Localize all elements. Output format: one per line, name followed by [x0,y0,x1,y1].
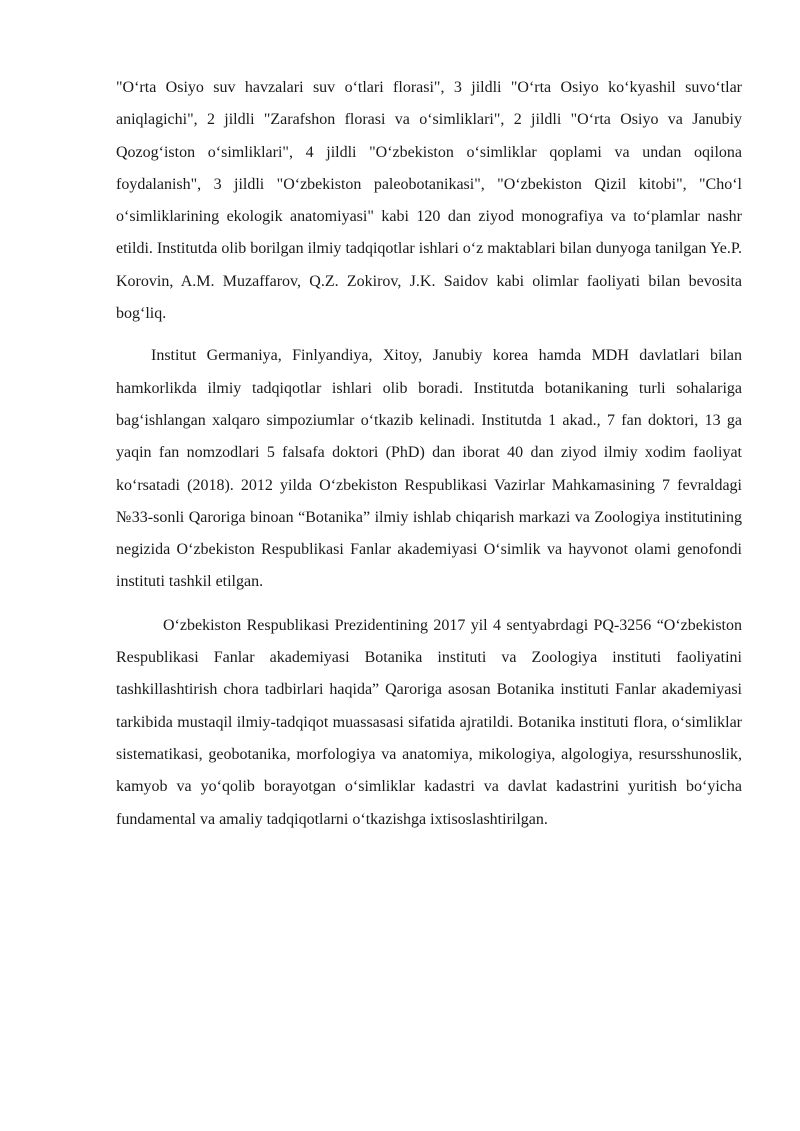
paragraph-2: Institut Germaniya, Finlyandiya, Xitoy, Janubiy korea hamda MDH davlatlari bilan hamkorlikda ilmiy tadqiqotlar ishlari olib boradi. Institutda botanikaning turli sohalariga bag‘ishlangan xalqaro simpoziumlar o‘tkazib kelinadi. Institutda 1 akad., 7 fan doktori, 13 ga yaqin fan nomzodlari 5 falsafa doktori (PhD) dan iborat 40 dan ziyod ilmiy xodim faoliyat ko‘rsatadi (2018). 2012 yilda O‘zbekiston Respublikasi Vazirlar Mahkamasining 7 fevraldagi №33-sonli Qaroriga binoan “Botanika” ilmiy ishlab chiqarish markazi va Zoologiya institutining negizida O‘zbekiston Respublikasi Fanlar akademiyasi O‘simlik va hayvonot olami genofondi instituti tashkil etilgan. [116,347,742,591]
paragraph-1: "O‘rta Osiyo suv havzalari suv o‘tlari florasi", 3 jildli "O‘rta Osiyo ko‘kyashil suvo‘tlar aniqlagichi", 2 jildli "Zarafshon florasi va o‘simliklari", 2 jildli "O‘rta Osiyo va Janubiy Qozog‘iston o‘simliklari", 4 jildli "O‘zbekiston o‘simliklar qoplami va undan oqilona foydalanish", 3 jildli "O‘zbekiston paleobotanikasi", "O‘zbekiston Qizil kitobi", "Cho‘l o‘simliklarining ekologik anatomiyasi" kabi 120 dan ziyod monografiya va to‘plamlar nashr etildi. Institutda olib borilgan ilmiy tadqiqotlar ishlari o‘z maktablari bilan dunyoga tanilgan Ye.P. Korovin, A.M. Muzaffarov, Q.Z. Zokirov, J.K. Saidov kabi olimlar faoliyati bilan bevosita bog‘liq. [116,79,742,323]
document-body [116,72,742,836]
paragraph-3: O‘zbekiston Respublikasi Prezidentining 2017 yil 4 sentyabrdagi PQ-3256 “O‘zbekiston Respublikasi Fanlar akademiyasi Botanika instituti va Zoologiya instituti faoliyatini tashkillashtirish chora tadbirlari haqida” Qaroriga asosan Botanika instituti Fanlar akademiyasi tarkibida mustaqil ilmiy-tadqiqot muassasasi sifatida ajratildi. Botanika instituti flora, o‘simliklar sistematikasi, geobotanika, morfologiya va anatomiya, mikologiya, algologiya, resursshunoslik, kamyob va yo‘qolib borayotgan o‘simliklar kadastri va davlat kadastrini yuritish bo‘yicha fundamental va amaliy tadqiqotlarni o‘tkazishga ixtisoslashtirilgan. [116,616,742,828]
